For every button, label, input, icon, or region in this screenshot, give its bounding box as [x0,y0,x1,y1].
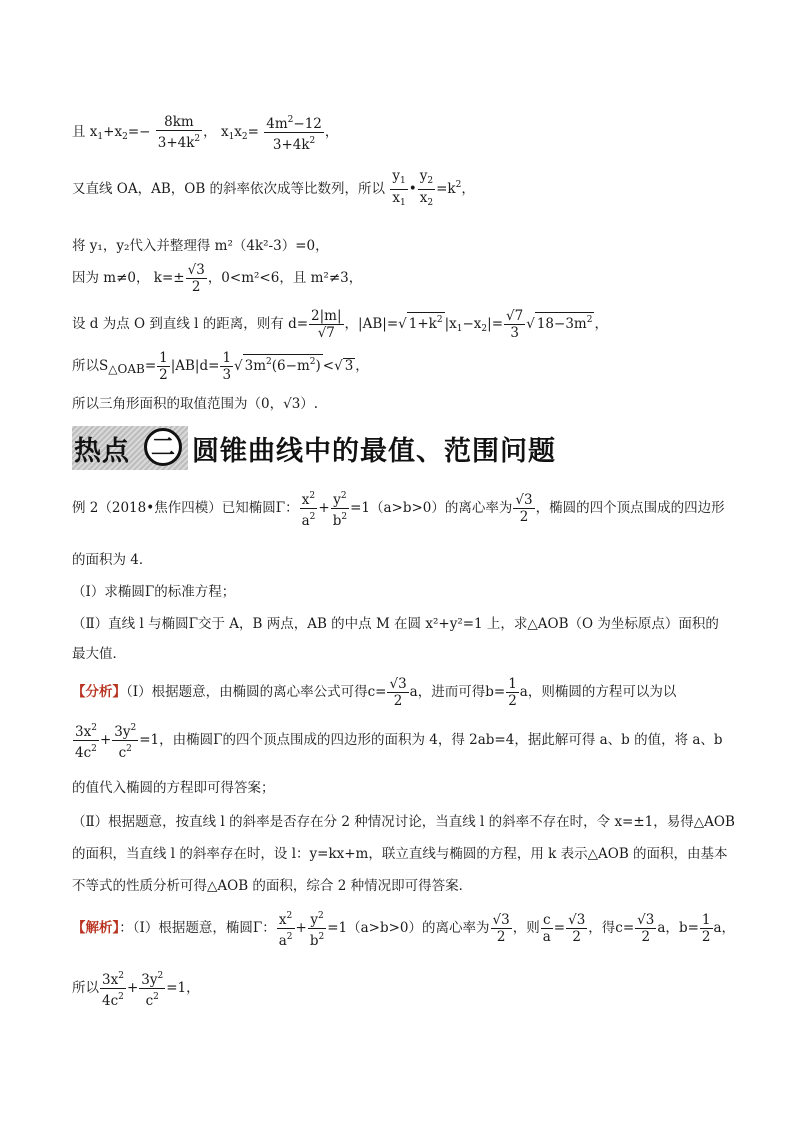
text: = [553,920,566,936]
text: ， [594,316,608,332]
sqrt: √ $3m^2(6-m^2)$ [234,354,323,374]
text: −x [462,316,482,332]
solution-line-1 [72,908,735,949]
text: b= [678,920,699,936]
analysis-line-5 [72,842,728,862]
fraction: $\frac{3x^2}{4c^2}$ [73,720,99,761]
fraction: $\frac{3x^2}{4c^2}$ [100,968,126,1009]
text: ， [324,124,339,140]
analysis-line-6 [72,874,472,894]
text: < [322,358,335,374]
text: =1（a>b>0）的离心率为 [350,500,513,516]
text: |= [487,316,504,332]
text: （Ⅰ）求椭圆Γ的标准方程； [72,584,236,600]
formula-line-2: 又直线 OA，AB，OB 的斜率依次成等比数列，所以 $\frac{y_1}{x_1}$ • $\frac{y_2}{x_2}$ $=k^2$， [72,168,475,211]
fraction: $\frac{y^2}{b^2}$ [308,908,326,949]
sqrt: √ $1+k^2$ [398,312,444,332]
fraction: $\frac{4m^2-12}{3+4k^2}$ [264,112,324,153]
text: （Ⅰ）根据题意，由椭圆的离心率公式可得 [126,684,368,700]
fraction: $\frac{√3}{2}$ [637,912,655,945]
example-line-5 [72,642,126,662]
text: 不等式的性质分析可得△AOB 的面积，综合 2 种情况即可得答案． [72,878,473,894]
text: +x [103,124,123,140]
solution-line-2 [72,968,200,1009]
text: =1（a>b>0）的离心率为 [327,920,490,936]
text: 的面积为 4． [72,552,153,568]
sqrt: √ $18-3m^2$ [526,312,594,332]
text: ， [461,181,475,197]
text: x [220,124,229,140]
text: a，则椭圆的方程可以为以 [519,684,677,700]
solution-tag: 【解析】 [72,920,120,936]
text: 例 2（2018•焦作四模）已知椭圆Γ： [72,500,299,516]
text: 所以 [72,358,99,374]
fraction: $\frac{3y^2}{c^2}$ [139,968,165,1009]
example-line-4 [72,612,719,632]
text: ， [203,124,217,140]
analysis-line-1 [72,676,676,709]
fraction: $\frac{c}{a}$ [542,912,551,945]
text: c= [615,920,635,936]
fraction: $\frac{1}{2}$ [701,912,711,945]
text: =− [127,124,151,140]
sqrt: √ 3 [334,358,354,374]
fraction: $\frac{√3}{2}$ [568,912,586,945]
text: 因为 m≠0， [72,270,150,286]
text: 的值代入椭圆的方程即可得答案； [72,780,275,796]
fraction: $\frac{x^2}{a^2}$ [277,908,295,949]
fraction: $\frac{y^2}{b^2}$ [331,488,349,529]
text: ，0<m²<6，且 m²≠3， [207,270,363,286]
example-line-2 [72,548,152,568]
analysis-tag: 【分析】 [72,684,126,700]
heading-title: 圆锥曲线中的最值、范围问题 [192,436,556,467]
fraction: $\frac{√3}{2}$ [492,912,510,945]
text: 将 y₁，y₂代入并整理得 m²（4k²-3）=0， [72,238,329,254]
example-line-1 [72,488,725,529]
text: + [318,500,330,516]
text: ，则 [512,920,540,936]
text: = [247,124,259,140]
fraction: $\frac{x^2}{a^2}$ [300,488,318,529]
text: ， [355,358,369,374]
text: 所以三角形面积的取值范围为（0，√3）. [72,396,319,412]
text: 的面积，当直线 l 的斜率存在时，设 l：y=kx+m，联立直线与椭圆的方程，用 k 表示△AOB 的面积，由基本 [72,846,728,862]
text: ，|AB|= [344,316,399,332]
text: |x [444,316,457,332]
fraction: $\frac{2|m|}{√7}$ [311,308,342,341]
text: a， [713,920,736,936]
example-line-3 [72,580,235,600]
formula-line-3 [72,234,329,254]
analysis-line-2 [72,720,723,761]
text: 所以 [72,980,99,996]
heading-hot: 热点 [74,436,130,467]
fraction: $\frac{y_1}{x_1}$ [392,168,406,208]
text: （Ⅱ）直线 l 与椭圆Γ交于 A，B 两点，AB 的中点 M 在圆 x²+y²=1 上，求△AOB（O 为坐标原点）面积的 [72,616,719,632]
fraction: $\frac{1}{2}$ [159,350,168,383]
text: x [234,124,242,140]
fraction: $\frac{3y^2}{c^2}$ [112,720,138,761]
analysis-line-4 [72,810,735,830]
fraction: $\frac{1}{3}$ [222,350,232,383]
fraction: $\frac{y_2}{x_2}$ [419,168,434,208]
text: =1，由椭圆Γ的四个顶点围成的四边形的面积为 4，得 2ab=4，据此解可得 a、b 的值，将 a、b [139,732,723,748]
text: 最大值． [72,646,126,662]
text: 又直线 OA，AB，OB 的斜率依次成等比数列，所以 [72,181,386,197]
fraction: $\frac{√3}{2}$ [389,676,407,709]
fraction: $\frac{√3}{2}$ [187,262,205,295]
text: ，椭圆的四个顶点围成的四边形 [535,500,725,516]
heading-number-circle: 二 [144,428,182,466]
formula-line-5: 设 d 为点 O 到直线 l 的距离，则有 d= $\frac{2|m|}{√7}$ ，|AB|=√ $1+k^2$ $|x_1-x_2|=$ $\frac{√7}{3}$ √ $18-3m^2$ ， [72,308,608,341]
text: 设 d 为点 O 到直线 l 的距离，则有 [72,316,284,332]
text: 且 x [72,124,98,140]
text: （Ⅱ）根据题意，按直线 l 的斜率是否存在分 2 种情况讨论，当直线 l 的斜率不存在时，令 x=±1，易得△AOB [72,814,735,830]
text: b= [485,684,506,700]
text: =1， [166,980,200,996]
text: k=± [153,270,185,286]
text: |AB|d= [170,358,220,374]
section-heading [72,426,722,470]
text: a， [657,920,679,936]
formula-line-4 [72,262,362,295]
formula-line-7 [72,392,318,412]
text: + [99,732,112,748]
text: a，进而可得 [409,684,486,700]
analysis-line-3 [72,776,275,796]
text: ：（Ⅰ）根据题意，椭圆Γ： [119,920,276,936]
text: + [295,920,307,936]
text: c= [367,684,387,700]
fraction: $\frac{√3}{2}$ [515,492,533,525]
text: d= [288,316,309,332]
fraction: $\frac{1}{2}$ [508,676,517,709]
text: = [144,358,157,374]
text: + [126,980,139,996]
fraction: $\frac{8km}{3+4k^2}$ [157,114,201,151]
formula-line-1: 且 $x_1+x_2=-$ $\frac{8km}{3+4k^2}$ ， $x_1x_2=$ $\frac{4m^2-12}{3+4k^2}$ ， [72,114,339,153]
text: ，得 [588,920,616,936]
text: • [408,181,417,197]
text: =k [436,181,456,197]
text: S [99,358,109,374]
fraction: $\frac{√7}{3}$ [506,308,524,341]
formula-line-6: 所以$S_{\triangle OAB}=$ $\frac{1}{2}$ |AB|d= $\frac{1}{3}$ √ $3m^2(6-m^2)$ <√ 3 ， [72,350,369,383]
